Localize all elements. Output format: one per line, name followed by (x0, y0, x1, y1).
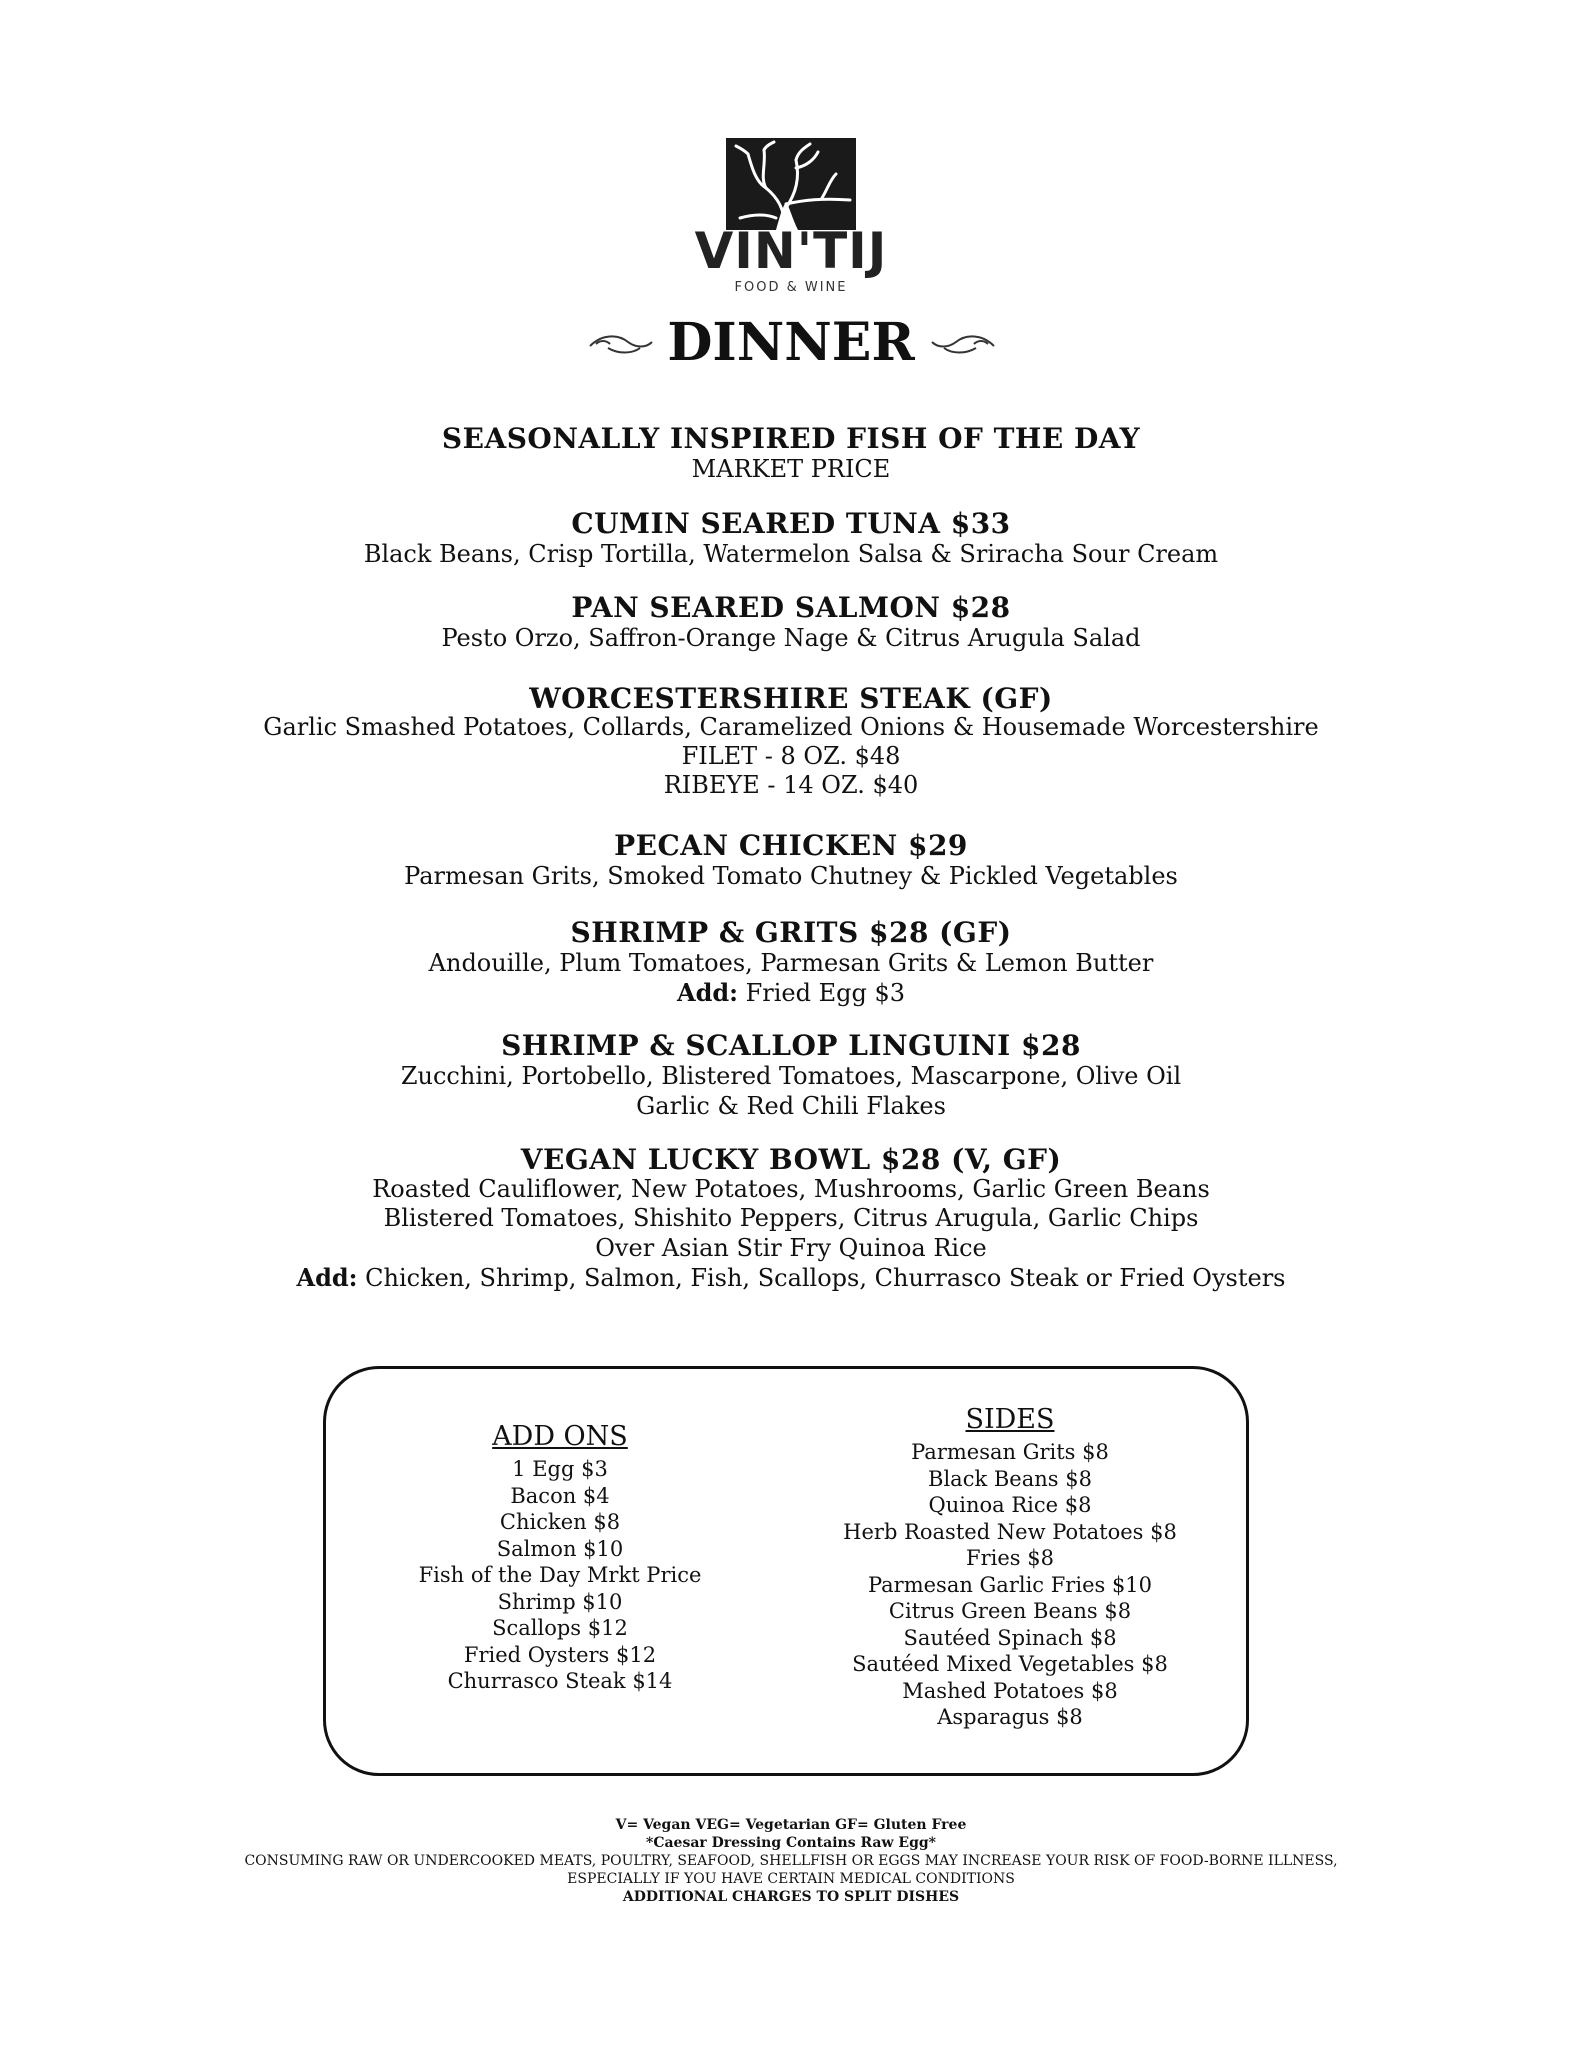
footer-notes (0, 1816, 1582, 1906)
addons-item: 1 Egg $3 (512, 1457, 608, 1481)
add-label: Add: (676, 978, 738, 1007)
dish-line: Garlic Smashed Potatoes, Collards, Caramelized Onions & Housemade Worcestershire (263, 713, 1319, 741)
sides-item: Quinoa Rice $8 (928, 1493, 1092, 1517)
sides-item: Asparagus $8 (937, 1705, 1083, 1729)
sides-item: Black Beans $8 (928, 1466, 1092, 1491)
sides-item: Mashed Potatoes $8 (902, 1678, 1118, 1703)
addons-item: Bacon $4 (510, 1483, 610, 1508)
dish-line: FILET - 8 OZ. $48 (681, 742, 901, 770)
sides-item: Herb Roasted New Potatoes $8 (843, 1519, 1177, 1544)
sides-heading: SIDES (965, 1404, 1055, 1435)
dish-shrimp-scallop-linguini (0, 1031, 1582, 1121)
add-text: Chicken, Shrimp, Salmon, Fish, Scallops, Churrasco Steak or Fried Oysters (357, 1264, 1286, 1292)
addons-item: Churrasco Steak $14 (447, 1669, 673, 1693)
dish-fish-of-the-day (0, 422, 1582, 483)
dish-line: Black Beans, Crisp Tortilla, Watermelon Salsa & Sriracha Sour Cream (363, 540, 1219, 568)
flourish-left-icon (588, 330, 654, 360)
dish-vegan-lucky-bowl (0, 1145, 1582, 1294)
addons-item: Shrimp $10 (497, 1589, 623, 1614)
dish-title: PECAN CHICKEN $29 (614, 829, 968, 862)
dish-line: Pesto Orzo, Saffron-Orange Nage & Citrus Arugula Salad (441, 624, 1141, 652)
addons-heading: ADD ONS (492, 1421, 628, 1452)
dish-shrimp-and-grits (0, 918, 1582, 1008)
flourish-right-icon (930, 330, 996, 360)
dish-add-line (0, 978, 1582, 1008)
health-warning-line2: ESPECIALLY IF YOU HAVE CERTAIN MEDICAL CONDITIONS (567, 1871, 1015, 1887)
split-charge-note: ADDITIONAL CHARGES TO SPLIT DISHES (622, 1889, 960, 1905)
dish-line: RIBEYE - 14 OZ. $40 (663, 771, 919, 799)
add-label: Add: (296, 1263, 358, 1292)
sides-item: Sautéed Spinach $8 (903, 1625, 1117, 1650)
page-title: DINNER (667, 312, 915, 373)
sides-item: Sautéed Mixed Vegetables $8 (852, 1652, 1168, 1676)
sides-item: Parmesan Grits $8 (911, 1440, 1109, 1464)
diet-legend: V= Vegan VEG= Vegetarian GF= Gluten Free (615, 1817, 967, 1833)
dish-line: Over Asian Stir Fry Quinoa Rice (595, 1233, 987, 1262)
add-text: Fried Egg $3 (738, 979, 906, 1007)
logo-tree-block (726, 138, 856, 230)
dish-title: WORCESTERSHIRE STEAK (GF) (529, 682, 1053, 715)
heading-row (0, 312, 1582, 382)
dish-line: Blistered Tomatoes, Shishito Peppers, Citrus Arugula, Garlic Chips (383, 1204, 1199, 1232)
addons-item: Fish of the Day Mrkt Price (418, 1563, 702, 1587)
caesar-note: *Caesar Dressing Contains Raw Egg* (646, 1835, 936, 1851)
addons-item: Chicken $8 (499, 1510, 621, 1534)
dish-cumin-seared-tuna (0, 507, 1582, 568)
dish-title: SHRIMP & SCALLOP LINGUINI $28 (501, 1029, 1081, 1062)
health-warning-line1: CONSUMING RAW OR UNDERCOOKED MEATS, POULTRY, SEAFOOD, SHELLFISH OR EGGS MAY INCREASE YOUR RISK OF FOOD-BORNE ILLNESS, (244, 1853, 1338, 1869)
dish-pecan-chicken (0, 829, 1582, 890)
dish-pan-seared-salmon (0, 591, 1582, 652)
addons-item: Salmon $10 (496, 1536, 624, 1561)
dish-line: MARKET PRICE (691, 455, 891, 483)
dish-title: CUMIN SEARED TUNA $33 (571, 507, 1011, 540)
tree-icon (726, 138, 856, 230)
dish-line: Parmesan Grits, Smoked Tomato Chutney & Pickled Vegetables (404, 862, 1178, 890)
dish-add-line (0, 1263, 1582, 1294)
sides-item: Citrus Green Beans $8 (888, 1599, 1132, 1623)
dish-worcestershire-steak (0, 684, 1582, 800)
dish-title: SHRIMP & GRITS $28 (GF) (570, 916, 1012, 949)
dish-line: Roasted Cauliflower, New Potatoes, Mushrooms, Garlic Green Beans (372, 1174, 1210, 1203)
addons-item: Fried Oysters $12 (463, 1642, 657, 1667)
sides-column (810, 1405, 1210, 1731)
addons-item: Scallops $12 (492, 1616, 628, 1640)
addons-column (380, 1422, 740, 1695)
dish-line: Andouille, Plum Tomatoes, Parmesan Grits & Lemon Butter (428, 949, 1154, 977)
dish-title: PAN SEARED SALMON $28 (571, 591, 1011, 624)
logo-wordmark: VIN'TIJ (694, 222, 888, 280)
dish-title: VEGAN LUCKY BOWL $28 (V, GF) (520, 1143, 1062, 1176)
sides-item: Parmesan Garlic Fries $10 (867, 1572, 1153, 1597)
dish-line: Garlic & Red Chili Flakes (636, 1092, 946, 1120)
dish-line: Zucchini, Portobello, Blistered Tomatoes, Mascarpone, Olive Oil (400, 1062, 1182, 1090)
logo-tagline: FOOD & WINE (734, 280, 848, 295)
dish-title: SEASONALLY INSPIRED FISH OF THE DAY (441, 422, 1141, 455)
sides-item: Fries $8 (966, 1546, 1054, 1570)
